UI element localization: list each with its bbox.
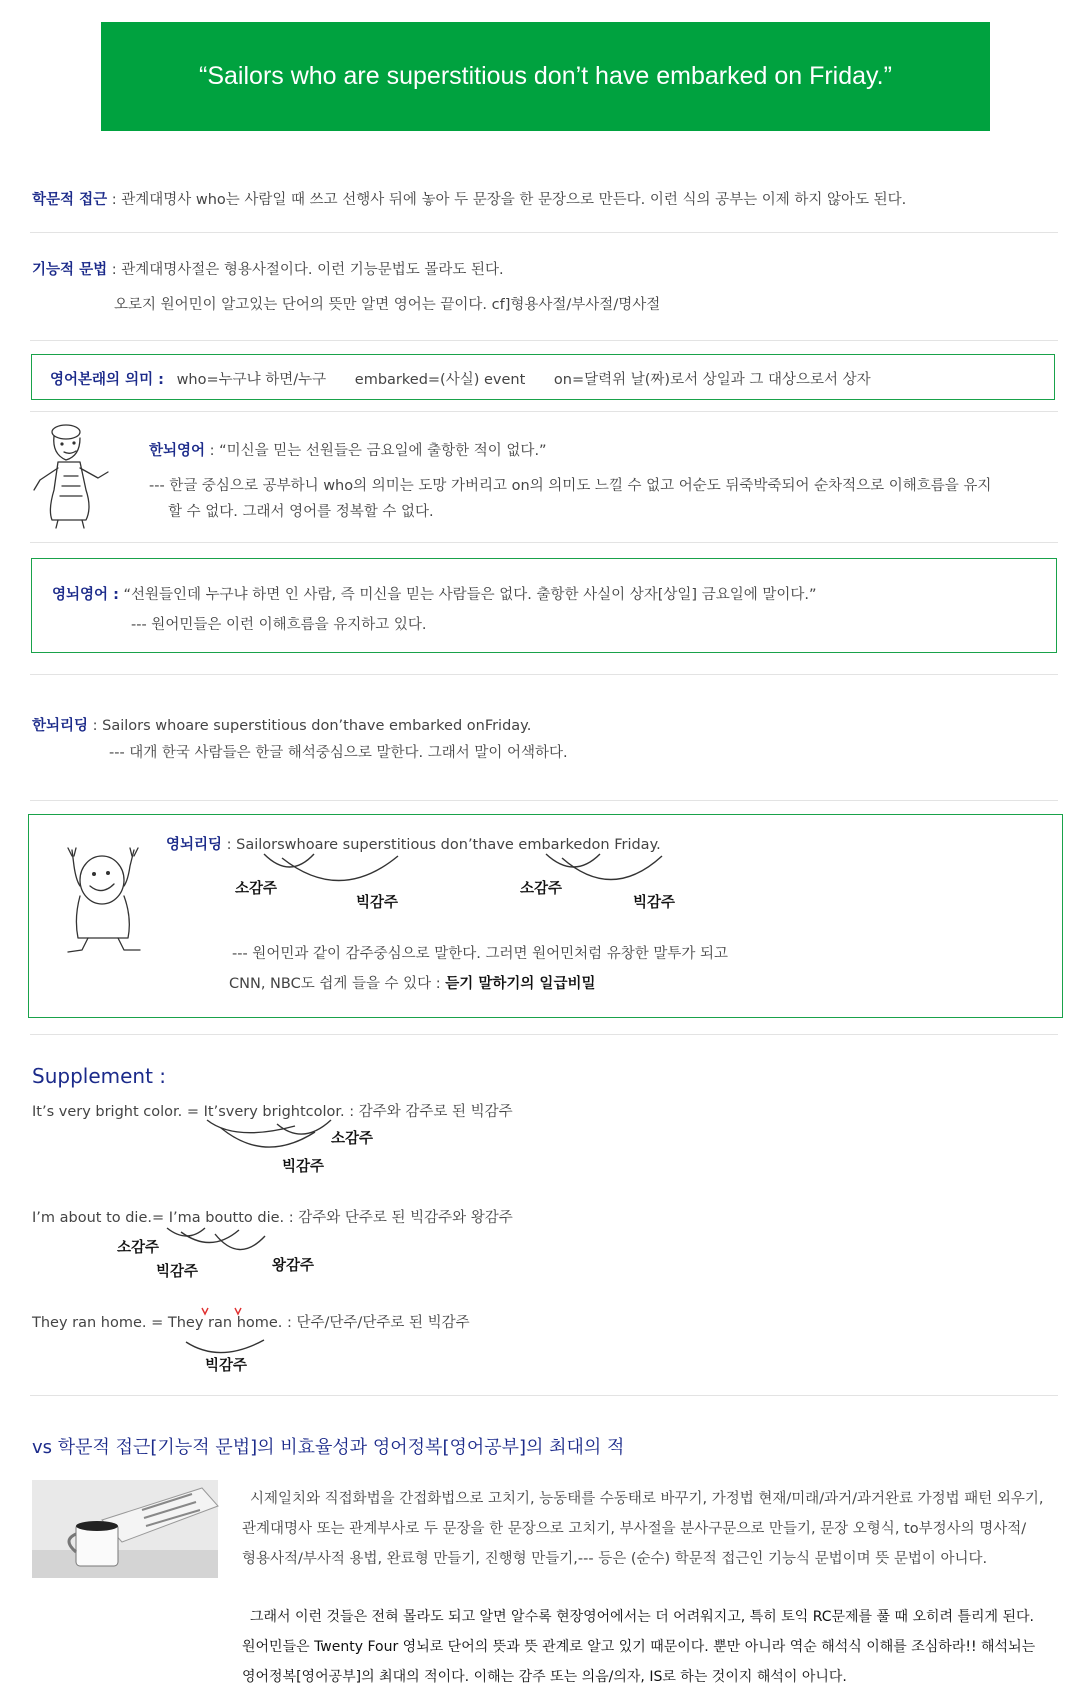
supplement-example-1-small: 소감주 [331,1131,374,1147]
english-brain-line [52,583,816,604]
native-meaning-line [50,368,871,389]
english-reading-secret: 듣기 말하기의 일급비밀 [445,976,596,992]
vs-paragraph-2-line-2: 원어민들은 Twenty Four 영뇌로 단어의 뜻과 뜻 관계로 알고 있기 때문이다. 뿐만 아니라 역순 해석식 이해를 조심하라!! 해석뇌는 [242,1639,1036,1655]
english-reading-note-2: CNN, NBC도 쉽게 들을 수 있다 : [229,976,441,992]
cheering-figure-illustration [58,846,148,956]
divider [30,411,1058,412]
english-reading-note-2-line [229,972,595,993]
korean-reading-line [32,714,531,735]
korean-brain-line [149,439,547,460]
vs-paragraph-2-line-1: 그래서 이런 것들은 전혀 몰라도 되고 알면 알수록 현장영어에서는 더 어려워지고, 특히 토익 RC문제를 풀 때 오히려 틀리게 된다. [250,1609,1035,1625]
functional-grammar-text: : 관계대명사절은 형용사절이다. 이런 기능문법도 몰라도 된다. [111,262,504,278]
divider [30,1034,1058,1035]
divider [30,542,1058,543]
english-reading-note-1: --- 원어민과 같이 감주중심으로 말한다. 그러면 원어민처럼 유창한 말투가 되고 [232,946,729,962]
korean-brain-note-1: --- 한글 중심으로 공부하니 who의 의미는 도망 가버리고 on의 의미도 느낄 수 없고 어순도 뒤죽박죽되어 순차적으로 이해흐름을 유지 [149,478,992,494]
english-reading-line [166,833,661,854]
korean-reading-note: --- 대개 한국 사람들은 한글 해석중심으로 말한다. 그래서 말이 어색하다. [109,745,568,761]
vs-paragraph-1-line-1: 시제일치와 직접화법을 간접화법으로 고치기, 능동태를 수동태로 바꾸기, 가정법 현재/미래/과거/과거완료 가정법 패턴 외우기, [250,1491,1044,1507]
supplement-example-1: It’s very bright color. = It’svery brightcolor. : 감주와 감주로 된 빅감주 [32,1104,513,1120]
supplement-example-2-small: 소감주 [117,1240,160,1256]
vs-section-title: vs 학문적 접근[기능적 문법]의 비효율성과 영어정복[영어공부]의 최대의 적 [32,1437,625,1458]
divider [30,232,1058,233]
english-brain-note: --- 원어민들은 이런 이해흐름을 유지하고 있다. [131,617,427,633]
native-meaning-on: on=달력위 날(짜)로서 상일과 그 대상으로서 상자 [553,372,871,388]
divider [30,1395,1058,1396]
supplement-example-2: I’m about to die.= I’ma boutto die. : 감주와 단주로 된 빅감주와 왕감주 [32,1210,513,1226]
sailor-illustration [28,420,118,530]
supplement-example-3-b: ran [208,1315,233,1331]
academic-approach-label: 학문적 접근 [32,192,108,208]
functional-grammar-note: 오로지 원어민이 알고있는 단어의 뜻만 알면 영어는 끝이다. cf]형용사절/부사절/명사절 [114,297,661,313]
english-brain-label: 영뇌영어 : [52,587,119,603]
vs-paragraph-1 [242,1484,1044,1574]
native-meaning-who: who=누구냐 하면/누구 [176,372,327,388]
supplement-example-3-c: home. : 단주/단주/단주로 된 빅감주 [236,1315,470,1331]
divider [30,674,1058,675]
korean-brain-text: : “미신을 믿는 선원들은 금요일에 출항한 적이 없다.” [209,443,547,459]
native-meaning-embarked: embarked=(사실) event [354,372,526,388]
vs-paragraph-2-line-3: 영어정복[영어공부]의 최대의 적이다. 이해는 감주 또는 의음/의자, IS로 하는 것이지 해석이 아니다. [242,1669,847,1685]
korean-brain-label: 한뇌영어 [149,443,206,459]
korean-reading-text: : Sailors whoare superstitious don’thave embarked onFriday. [92,718,532,734]
korean-brain-note-2: 할 수 없다. 그래서 영어를 정복할 수 없다. [168,504,434,520]
supplement-title: Supplement : [32,1064,167,1088]
english-reading-big-unit-1: 빅감주 [356,895,399,911]
english-brain-text: “선원들인데 누구냐 하면 인 사람, 즉 미신을 믿는 사람들은 없다. 출항한 사실이 상자[상일] 금요일에 말이다.” [123,587,817,603]
vs-paragraph-1-line-2: 관계대명사 또는 관계부사로 두 문장을 한 문장으로 고치기, 부사절을 분사구문으로 만들기, 문장 오형식, to부정사의 명사적/ [242,1521,1027,1537]
native-meaning-label: 영어본래의 의미 : [50,372,164,388]
supplement-example-2-king: 왕감주 [272,1258,315,1274]
academic-approach-text: : 관계대명사 who는 사람일 때 쓰고 선행사 뒤에 놓아 두 문장을 한 문장으로 만든다. 이런 식의 공부는 이제 하지 않아도 된다. [111,192,907,208]
supplement-example-2-big: 빅감주 [156,1264,199,1280]
english-reading-small-unit-2: 소감주 [520,881,563,897]
vs-paragraph-2 [242,1602,1035,1692]
divider [30,800,1058,801]
newspaper-coffee-photo [32,1480,218,1578]
supplement-example-3-marks [180,1302,300,1362]
korean-reading-label: 한뇌리딩 [32,718,89,734]
quote-banner [101,22,990,131]
divider [30,340,1058,341]
supplement-example-3-big: 빅감주 [205,1358,248,1374]
english-reading-text: : Sailorswhoare superstitious don’thave embarkedon Friday. [226,837,661,853]
english-brain-box [31,558,1057,653]
functional-grammar-label: 기능적 문법 [32,262,108,278]
english-reading-small-unit-1: 소감주 [235,881,278,897]
academic-approach-line [32,188,906,209]
supplement-example-1-big: 빅감주 [282,1159,325,1175]
functional-grammar-line [32,258,504,279]
supplement-example-3-a: They ran home. = They [32,1315,204,1331]
banner-quote: “Sailors who are superstitious don’t have embarked on Friday.” [199,62,892,90]
english-reading-label: 영뇌리딩 [166,837,223,853]
vs-paragraph-1-line-3: 형용사적/부사적 용법, 완료형 만들기, 진행형 만들기,--- 등은 (순수) 학문적 접근인 기능식 문법이며 뜻 문법이 아니다. [242,1551,988,1567]
english-reading-big-unit-2: 빅감주 [633,895,676,911]
